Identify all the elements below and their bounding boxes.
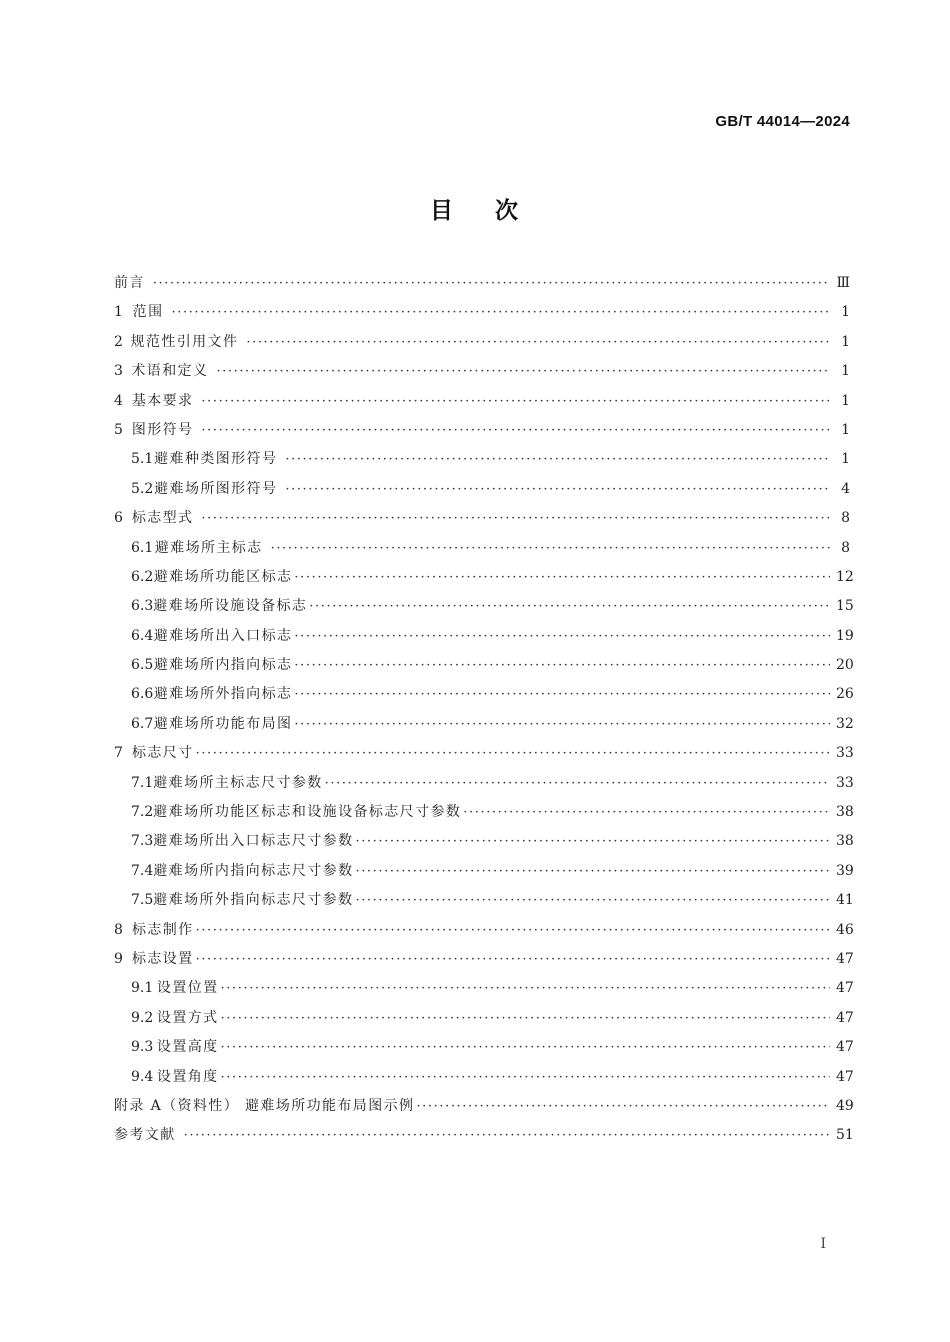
toc-entry-page: 47 xyxy=(836,950,854,967)
toc-subentry[interactable] xyxy=(114,534,850,563)
toc-entry-page: 41 xyxy=(836,892,854,909)
toc-entry-number: 1 xyxy=(114,304,123,321)
toc-entry-number: 4 xyxy=(114,392,123,409)
toc-entry-page: 32 xyxy=(836,715,854,732)
toc-entry-page: 4 xyxy=(841,480,850,497)
toc-entry[interactable] xyxy=(114,945,854,974)
toc-subentry[interactable] xyxy=(114,651,854,680)
toc-leader xyxy=(196,916,830,945)
toc-entry[interactable] xyxy=(114,504,850,533)
toc-entry-label: 标志型式 xyxy=(131,510,194,527)
toc-subentry[interactable] xyxy=(114,769,854,798)
toc-leader xyxy=(171,298,830,327)
toc-entry-number: 7.2 xyxy=(131,804,154,821)
toc-entry-number: 9.4 xyxy=(131,1068,154,1085)
toc-leader xyxy=(153,269,830,298)
toc-entry-label: 设置位置 xyxy=(156,980,219,997)
toc-leader xyxy=(221,1033,830,1062)
toc-entry-number: 6.3 xyxy=(131,598,154,615)
toc-leader xyxy=(355,827,830,856)
toc-subentry[interactable] xyxy=(114,622,854,651)
toc-entry-page: 38 xyxy=(836,804,854,821)
toc-leader xyxy=(416,1092,830,1121)
toc-leader xyxy=(221,1004,830,1033)
toc-entry-number: 7 xyxy=(114,745,123,762)
toc-subentry[interactable] xyxy=(114,827,854,856)
toc-entry-label: 避难场所功能区标志 xyxy=(153,568,293,585)
toc-entry[interactable] xyxy=(114,387,850,416)
page-title xyxy=(0,192,950,225)
toc-entry-number: 9 xyxy=(114,950,123,967)
toc-entry-page: 33 xyxy=(836,745,854,762)
toc-entry-page: 33 xyxy=(836,774,854,791)
toc-entry-page: 1 xyxy=(841,392,850,409)
toc-entry-number: 6.4 xyxy=(131,627,154,644)
toc-leader xyxy=(216,357,830,386)
toc-entry-page: 49 xyxy=(836,1097,854,1114)
toc-entry-page: 1 xyxy=(841,451,850,468)
toc-subentry[interactable] xyxy=(114,475,850,504)
standard-code: GB/T 44014—2024 xyxy=(715,113,850,130)
toc-entry-number: 9.2 xyxy=(131,1009,154,1026)
toc-entry-number: 6 xyxy=(114,510,123,527)
toc-leader xyxy=(201,416,830,445)
toc-entry-page: 47 xyxy=(836,1009,854,1026)
toc-leader xyxy=(201,387,830,416)
toc-entry-label: 避难场所外指向标志尺寸参数 xyxy=(153,892,354,909)
toc-entry-number: 7.1 xyxy=(131,774,154,791)
toc-entry-page: Ⅲ xyxy=(836,275,850,291)
toc-entry-number: 6.2 xyxy=(131,568,154,585)
toc-leader xyxy=(221,974,830,1003)
toc-leader xyxy=(271,534,830,563)
toc-entry-page: 1 xyxy=(841,363,850,380)
toc-entry-appendix[interactable] xyxy=(114,1092,854,1121)
toc-entry-label: 避难场所功能布局图 xyxy=(153,715,293,732)
toc-leader xyxy=(294,710,830,739)
toc-entry-label: 图形符号 xyxy=(131,421,194,438)
toc-entry-label: 基本要求 xyxy=(131,392,194,409)
toc-entry-label: 避难场所主标志尺寸参数 xyxy=(153,774,323,791)
toc-entry-label: 避难场所主标志 xyxy=(154,539,263,556)
toc-entry-page: 1 xyxy=(841,333,850,350)
toc-entry-number: 7.5 xyxy=(131,892,154,909)
toc-leader xyxy=(221,1063,830,1092)
toc-subentry[interactable] xyxy=(114,592,854,621)
toc-entry-label: 设置角度 xyxy=(156,1068,219,1085)
toc-entry-page: 47 xyxy=(836,1039,854,1056)
toc-entry-page: 39 xyxy=(836,862,854,879)
toc-entry-label: 避难种类图形符号 xyxy=(154,451,278,468)
toc-subentry[interactable] xyxy=(114,1063,854,1092)
toc-entry-page: 8 xyxy=(841,539,850,556)
toc-leader xyxy=(355,886,830,915)
toc-entry-number: 9.1 xyxy=(131,980,154,997)
toc-entry-label: 附录 A（资料性） 避难场所功能布局图示例 xyxy=(114,1097,415,1114)
toc-entry-number: 2 xyxy=(114,333,123,350)
toc-entry-page: 51 xyxy=(836,1127,854,1144)
toc-leader xyxy=(309,592,830,621)
toc-entry-label: 避难场所图形符号 xyxy=(154,480,278,497)
toc-entry-page: 19 xyxy=(836,627,854,644)
toc-entry-label: 标志制作 xyxy=(131,921,194,938)
toc-entry-number: 7.4 xyxy=(131,862,154,879)
toc-entry[interactable] xyxy=(114,328,850,357)
toc-entry-page: 1 xyxy=(841,421,850,438)
toc-leader xyxy=(294,563,830,592)
toc-entry-page: 1 xyxy=(841,304,850,321)
toc-entry-label: 参考文献 xyxy=(114,1127,176,1144)
toc-subentry[interactable] xyxy=(114,1004,854,1033)
toc-entry-label: 避难场所出入口标志 xyxy=(153,627,293,644)
toc-leader xyxy=(184,1121,830,1150)
toc-entry-bibliography[interactable] xyxy=(114,1121,854,1150)
toc-subentry[interactable] xyxy=(114,886,854,915)
toc-entry-label: 标志尺寸 xyxy=(131,745,194,762)
toc-leader xyxy=(285,475,830,504)
toc-entry-label: 规范性引用文件 xyxy=(130,333,239,350)
toc-leader xyxy=(246,328,830,357)
toc-entry-page: 47 xyxy=(836,980,854,997)
toc-entry-foreword[interactable] xyxy=(114,269,850,298)
table-of-contents xyxy=(114,269,854,1151)
toc-entry-label: 设置高度 xyxy=(156,1039,219,1056)
toc-entry-label: 避难场所内指向标志 xyxy=(153,657,293,674)
page-number: Ⅰ xyxy=(820,1236,826,1252)
toc-entry-page: 38 xyxy=(836,833,854,850)
toc-entry-number: 5.2 xyxy=(131,480,154,497)
toc-leader xyxy=(294,622,830,651)
toc-entry-number: 8 xyxy=(114,921,123,938)
toc-entry[interactable] xyxy=(114,298,850,327)
toc-leader xyxy=(325,769,830,798)
toc-subentry[interactable] xyxy=(114,857,854,886)
toc-leader xyxy=(463,798,830,827)
toc-entry-page: 12 xyxy=(836,568,854,585)
toc-entry-number: 6.7 xyxy=(131,715,154,732)
toc-leader xyxy=(355,857,830,886)
toc-subentry[interactable] xyxy=(114,710,854,739)
toc-entry-label: 前言 xyxy=(114,275,145,291)
toc-entry-page: 15 xyxy=(836,598,854,615)
toc-leader xyxy=(201,504,830,533)
toc-entry-label: 避难场所外指向标志 xyxy=(153,686,293,703)
toc-subentry[interactable] xyxy=(114,680,854,709)
toc-entry-label: 避难场所出入口标志尺寸参数 xyxy=(153,833,354,850)
toc-subentry[interactable] xyxy=(114,798,854,827)
toc-subentry[interactable] xyxy=(114,974,854,1003)
toc-leader xyxy=(294,651,830,680)
toc-entry-label: 避难场所内指向标志尺寸参数 xyxy=(153,862,354,879)
toc-entry-number: 5 xyxy=(114,421,123,438)
toc-entry-label: 术语和定义 xyxy=(131,363,209,380)
title-char-2: 次 xyxy=(495,198,520,224)
toc-entry-number: 6.5 xyxy=(131,657,154,674)
toc-entry-page: 26 xyxy=(836,686,854,703)
toc-entry-label: 标志设置 xyxy=(131,950,194,967)
toc-entry[interactable] xyxy=(114,416,850,445)
toc-entry-number: 5.1 xyxy=(131,451,154,468)
toc-entry[interactable] xyxy=(114,916,854,945)
toc-entry-page: 46 xyxy=(836,921,854,938)
toc-entry-number: 7.3 xyxy=(131,833,154,850)
toc-entry-number: 3 xyxy=(114,363,123,380)
toc-subentry[interactable] xyxy=(114,1033,854,1062)
toc-subentry[interactable] xyxy=(114,563,854,592)
toc-leader xyxy=(196,739,830,768)
toc-entry[interactable] xyxy=(114,739,854,768)
toc-leader xyxy=(196,945,830,974)
toc-entry-label: 设置方式 xyxy=(156,1009,219,1026)
toc-entry-number: 6.6 xyxy=(131,686,154,703)
toc-entry-label: 范围 xyxy=(132,304,164,321)
toc-entry-number: 6.1 xyxy=(131,539,154,556)
toc-entry-page: 8 xyxy=(841,510,850,527)
toc-entry-page: 47 xyxy=(836,1068,854,1085)
toc-leader xyxy=(294,680,830,709)
toc-entry-label: 避难场所功能区标志和设施设备标志尺寸参数 xyxy=(153,804,462,821)
toc-entry-number: 9.3 xyxy=(131,1039,154,1056)
title-char-1: 目 xyxy=(430,198,455,224)
toc-entry-label: 避难场所设施设备标志 xyxy=(153,598,308,615)
toc-entry[interactable] xyxy=(114,357,850,386)
toc-subentry[interactable] xyxy=(114,445,850,474)
toc-leader xyxy=(285,445,830,474)
toc-entry-page: 20 xyxy=(836,657,854,674)
